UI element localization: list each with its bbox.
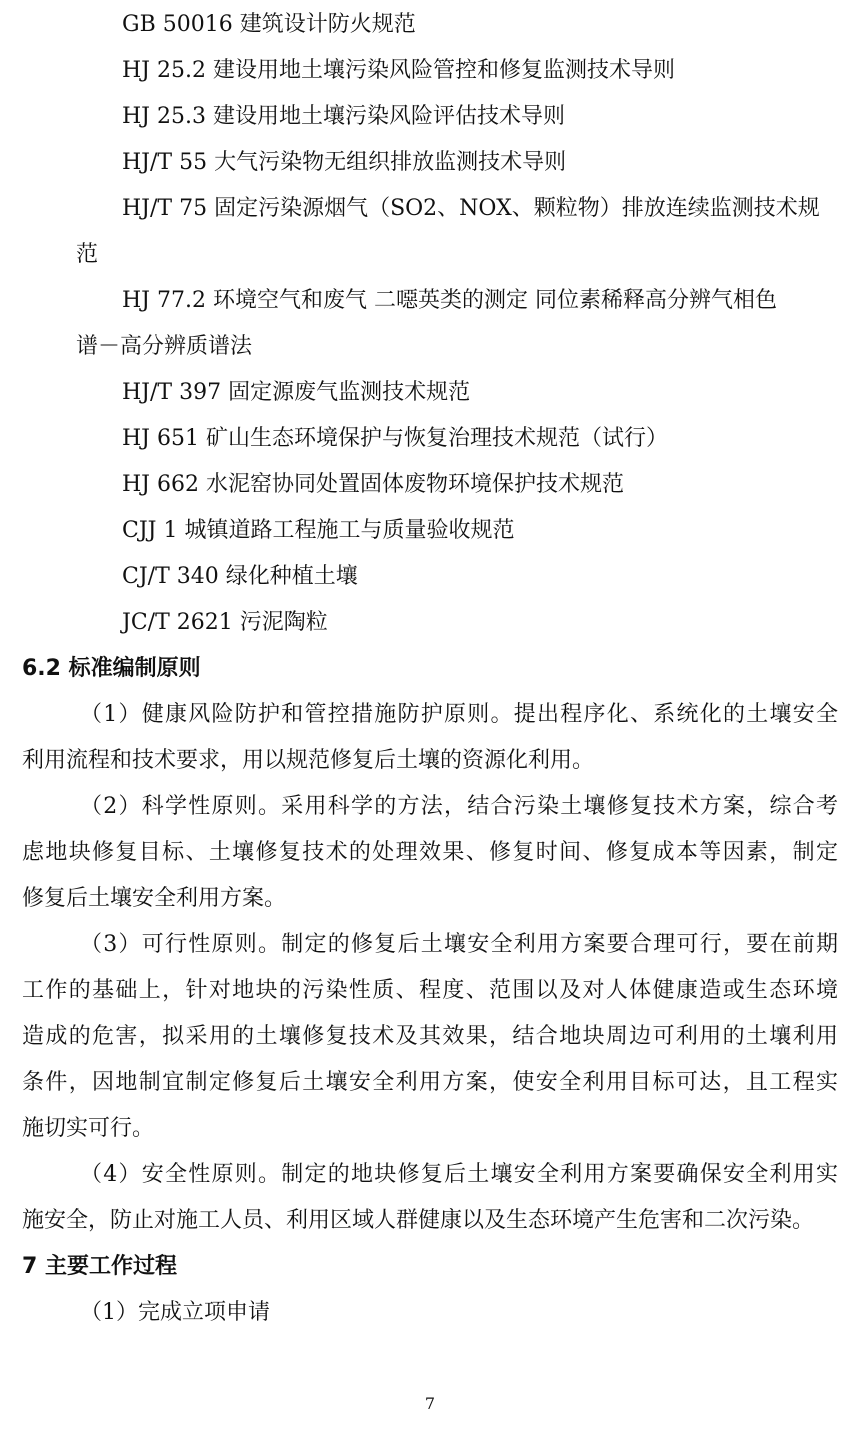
reference-item: CJ/T 340 绿化种植土壤 — [122, 564, 358, 589]
paragraph-line: 工作的基础上，针对地块的污染性质、程度、范围以及对人体健康造或生态环境 — [22, 978, 838, 1003]
paragraph-line: 虑地块修复目标、土壤修复技术的处理效果、修复时间、修复成本等因素，制定 — [22, 840, 838, 865]
reference-item: HJ 651 矿山生态环境保护与恢复治理技术规范（试行） — [122, 426, 668, 451]
reference-item: HJ 25.3 建设用地土壤污染风险评估技术导则 — [122, 104, 565, 129]
paragraph-line: （4）安全性原则。制定的地块修复后土壤安全利用方案要确保安全利用实 — [80, 1162, 838, 1187]
paragraph-line: 施切实可行。 — [22, 1116, 155, 1141]
reference-item-hj772-line1: HJ 77.2 环境空气和废气 二噁英类的测定 同位素稀释高分辨气相色 — [122, 288, 777, 313]
reference-item: HJ/T 55 大气污染物无组织排放监测技术导则 — [122, 150, 567, 175]
reference-item: GB 50016 建筑设计防火规范 — [122, 12, 416, 37]
paragraph-line: 条件，因地制宜制定修复后土壤安全利用方案，使安全利用目标可达，且工程实 — [22, 1070, 838, 1095]
section-heading-6-2: 6.2 标准编制原则 — [22, 656, 201, 681]
reference-item: HJ 662 水泥窑协同处置固体废物环境保护技术规范 — [122, 472, 624, 497]
reference-item: JC/T 2621 污泥陶粒 — [122, 610, 328, 635]
paragraph-line: 施安全，防止对施工人员、利用区域人群健康以及生态环境产生危害和二次污染。 — [22, 1208, 815, 1233]
page-content — [22, 2, 838, 1336]
reference-item: HJ 25.2 建设用地土壤污染风险管控和修复监测技术导则 — [122, 58, 675, 83]
paragraph-line: （1）健康风险防护和管控措施防护原则。提出程序化、系统化的土壤安全 — [80, 702, 838, 727]
principle-paragraph-4 — [22, 1152, 838, 1244]
principle-paragraph-1 — [22, 692, 838, 784]
page-number: 7 — [424, 1394, 436, 1413]
work-process-item: （1）完成立项申请 — [80, 1300, 270, 1325]
paragraph-line: 修复后土壤安全利用方案。 — [22, 886, 287, 911]
paragraph-line: 造成的危害，拟采用的土壤修复技术及其效果，结合地块周边可利用的土壤利用 — [22, 1024, 838, 1049]
paragraph-line: （2）科学性原则。采用科学的方法，结合污染土壤修复技术方案，综合考 — [80, 794, 838, 819]
reference-item: HJ/T 397 固定源废气监测技术规范 — [122, 380, 471, 405]
reference-item-hj772-line2: 谱－高分辨质谱法 — [76, 334, 253, 359]
paragraph-line: 利用流程和技术要求，用以规范修复后土壤的资源化利用。 — [22, 748, 595, 773]
reference-item: CJJ 1 城镇道路工程施工与质量验收规范 — [122, 518, 515, 543]
paragraph-line: （3）可行性原则。制定的修复后土壤安全利用方案要合理可行，要在前期 — [80, 932, 838, 957]
reference-item-hjt75-line1: HJ/T 75 固定污染源烟气（SO2、NOX、颗粒物）排放连续监测技术规 — [122, 196, 820, 221]
section-heading-7: 7 主要工作过程 — [22, 1254, 177, 1279]
reference-item-hjt75-line2: 范 — [76, 242, 99, 267]
principle-paragraph-2 — [22, 784, 838, 922]
reference-list — [22, 2, 838, 646]
principle-paragraph-3 — [22, 922, 838, 1152]
